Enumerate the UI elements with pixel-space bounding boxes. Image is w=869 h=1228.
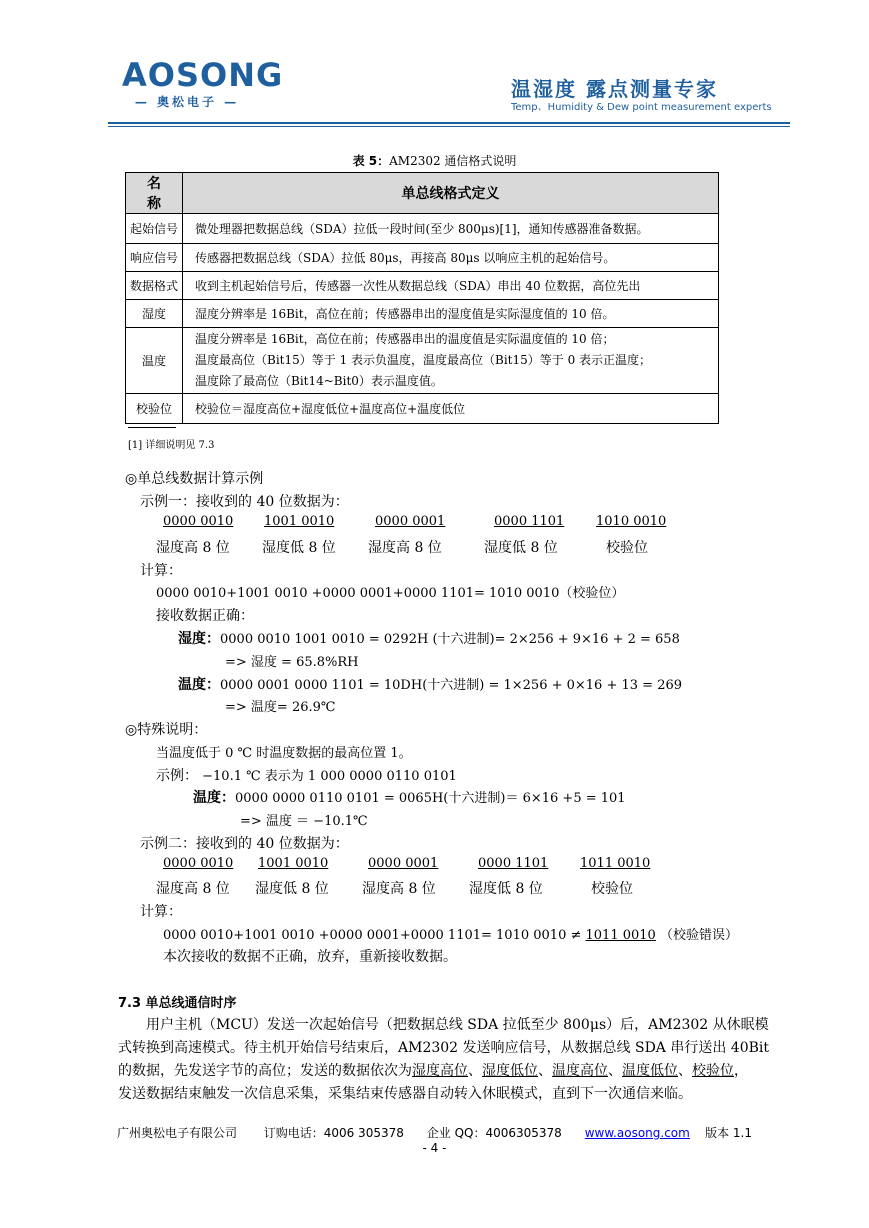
header-rule-thin (108, 126, 790, 127)
page-number: - 4 - (422, 1141, 447, 1155)
row-definition: 校验位＝湿度高位+湿度低位+温度高位+温度低位 (183, 394, 719, 424)
bits-name-2: 湿度低 8 位 (262, 540, 336, 556)
row-definition: 收到主机起始信号后，传感器一次性从数据总线（SDA）串出 40 位数据，高位先出 (183, 272, 719, 300)
bits-name-5: 校验位 (591, 881, 633, 897)
row-name: 响应信号 (126, 244, 183, 272)
header-rule (108, 122, 790, 124)
bits-5: 1010 0010 (596, 514, 667, 529)
footer-info: 广州奥松电子有限公司 订购电话：4006 305378 企业 QQ：4006305378 www.aosong.com 版本 1.1 (116, 1126, 753, 1140)
temperature-calc-line: 温度：0000 0001 0000 1101 = 10DH(十六进制) = 1×256 + 0×16 + 13 = 269 (178, 677, 683, 693)
row-name: 校验位 (126, 394, 183, 424)
row-name: 温度 (126, 328, 183, 394)
table-row (126, 328, 719, 394)
table-header-row (126, 173, 719, 214)
header-slogan: 温湿度 露点测量专家 (511, 77, 718, 101)
bits-2: 1001 0010 (258, 856, 329, 871)
humidity-result: => 湿度 = 65.8%RH (225, 655, 359, 670)
footnote-rule (128, 427, 176, 428)
bits-5: 1011 0010 (580, 856, 651, 871)
bits-name-3: 湿度高 8 位 (362, 881, 436, 897)
special-example-line: 示例： −10.1 ℃ 表示为 1 000 0000 0110 0101 (156, 768, 457, 784)
row-definition: 温度分辨率是 16Bit，高位在前；传感器串出的温度值是实际温度值的 10 倍； 温度最高位（Bit15）等于 1 表示负温度，温度最高位（Bit15）等于 0 表示正温度； 温度除了最高位（Bit14~Bit0）表示温度值。 (183, 328, 719, 394)
bits-1: 0000 0010 (163, 514, 234, 529)
checksum-calculation: 0000 0010+1001 0010 +0000 0001+0000 1101= 1010 0010（校验位） (156, 586, 625, 601)
format-table (125, 172, 719, 424)
bits-3: 0000 0001 (368, 856, 439, 871)
calc-label: 计算： (140, 563, 182, 579)
special-note-line: 当温度低于 0 ℃ 时温度数据的最高位置 1。 (156, 746, 412, 761)
company-logo: AOSONG (122, 56, 284, 94)
calc-label: 计算： (140, 904, 182, 920)
website-link[interactable]: www.aosong.com (584, 1126, 690, 1140)
row-name: 湿度 (126, 300, 183, 328)
example-section-title: ◎单总线数据计算示例 (125, 471, 264, 487)
column-header-name: 名 称 (126, 173, 183, 214)
bits-name-4: 湿度低 8 位 (484, 540, 558, 556)
bits-name-2: 湿度低 8 位 (255, 881, 329, 897)
table-row (126, 394, 719, 424)
example2-heading: 示例二：接收到的 40 位数据为： (140, 836, 349, 852)
bits-2: 1001 0010 (264, 514, 335, 529)
paragraph-line: 发送数据结束触发一次信息采集，采集结束传感器自动转入休眠模式，直到下一次通信来临。 (118, 1086, 692, 1102)
temperature-result: => 温度= 26.9℃ (225, 700, 336, 715)
special-temperature-calc: 温度：0000 0000 0110 0101 = 0065H(十六进制)＝ 6×16 +5 = 101 (193, 790, 626, 806)
paragraph-line: 式转换到高速模式。待主机开始信号结束后，AM2302 发送响应信号，从数据总线 SDA 串行送出 40Bit (118, 1040, 770, 1056)
bits-1: 0000 0010 (163, 856, 234, 871)
special-temperature-result: => 温度 ＝ −10.1℃ (240, 814, 368, 829)
example1-heading: 示例一：接收到的 40 位数据为： (140, 494, 349, 510)
footnote: [1] 详细说明见 7.3 (128, 440, 215, 451)
bits-name-1: 湿度高 8 位 (156, 881, 230, 897)
row-definition: 微处理器把数据总线（SDA）拉低一段时间(至少 800μs)[1]，通知传感器准备数据。 (183, 214, 719, 244)
humidity-calc-line: 湿度：0000 0010 1001 0010 = 0292H (十六进制)= 2×256 + 9×16 + 2 = 658 (178, 631, 680, 647)
special-note-title: ◎特殊说明： (125, 722, 208, 738)
bits-name-5: 校验位 (606, 540, 648, 556)
header-slogan-english: Temp、Humidity & Dew point measurement experts (511, 102, 772, 113)
paragraph-line: 用户主机（MCU）发送一次起始信号（把数据总线 SDA 拉低至少 800μs）后，AM2302 从休眠模 (146, 1017, 769, 1033)
paragraph-line: 的数据，先发送字节的高位；发送的数据依次为湿度高位、湿度低位、温度高位、温度低位、校验位， (118, 1063, 748, 1079)
row-name: 数据格式 (126, 272, 183, 300)
table-row (126, 214, 719, 244)
row-definition: 湿度分辨率是 16Bit，高位在前；传感器串出的湿度值是实际湿度值的 10 倍。 (183, 300, 719, 328)
section-title: 7.3 单总线通信时序 (118, 996, 237, 1011)
column-header-definition: 单总线格式定义 (183, 173, 719, 214)
table-row (126, 300, 719, 328)
data-incorrect-text: 本次接收的数据不正确，放弃，重新接收数据。 (163, 949, 457, 965)
checksum-calculation: 0000 0010+1001 0010 +0000 0001+0000 1101= 1010 0010 ≠ 1011 0010 （校验错误） (163, 928, 738, 943)
row-name: 起始信号 (126, 214, 183, 244)
bits-name-3: 湿度高 8 位 (368, 540, 442, 556)
bits-4: 0000 1101 (478, 856, 549, 871)
table-row (126, 244, 719, 272)
company-logo-subtitle: — 奥松电子 — (134, 95, 240, 109)
bits-name-1: 湿度高 8 位 (156, 540, 230, 556)
table-caption: 表 5：AM2302 通信格式说明 (352, 154, 517, 168)
row-definition: 传感器把数据总线（SDA）拉低 80μs，再接高 80μs 以响应主机的起始信号。 (183, 244, 719, 272)
bits-3: 0000 0001 (375, 514, 446, 529)
table-row (126, 272, 719, 300)
bits-4: 0000 1101 (494, 514, 565, 529)
bits-name-4: 湿度低 8 位 (469, 881, 543, 897)
data-correct-text: 接收数据正确： (156, 608, 254, 624)
